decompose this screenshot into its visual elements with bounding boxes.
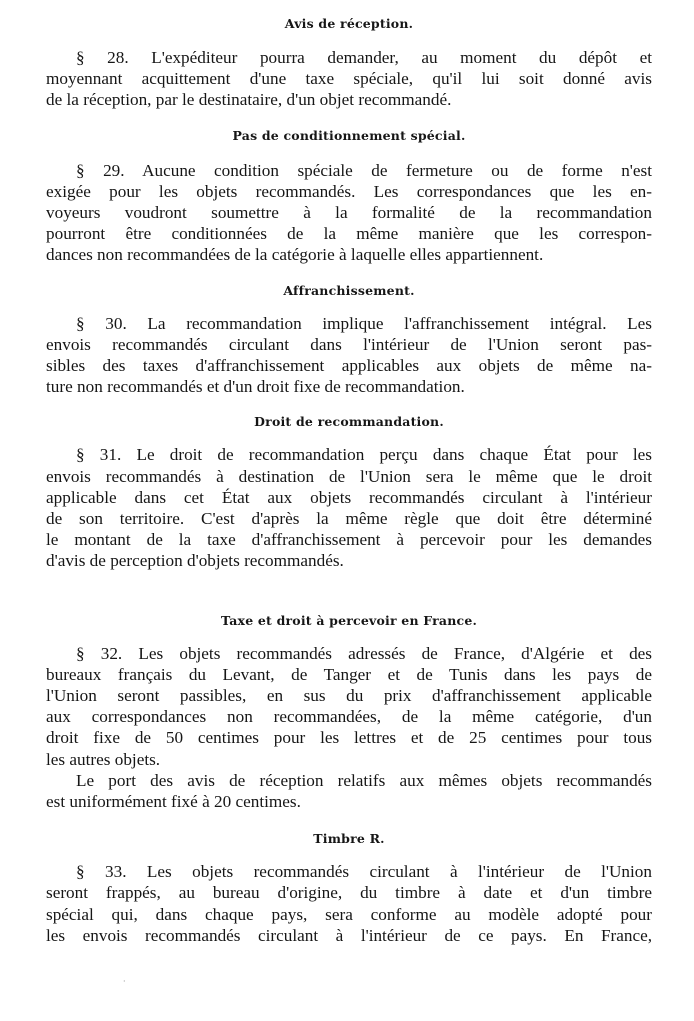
section-paragraph-30 (46, 313, 652, 398)
text-line: § 29. Aucune condition spéciale de fermeture ou de forme n'est (76, 160, 652, 180)
text-line: les autres objets. (46, 749, 161, 769)
text-line: l'Union seront passibles, en sus du prix d'affranchissement applicable (46, 686, 652, 706)
text-line: dances non recommandées de la catégorie à laquelle elles appartiennent. (46, 245, 544, 265)
text-line: voyeurs voudront soumettre à la formalité de la recommandation (46, 203, 652, 223)
text-line: § 28. L'expéditeur pourra demander, au moment du dépôt et (76, 48, 652, 67)
text-line: spécial qui, dans chaque pays, sera conforme au modèle adopté pour (46, 904, 652, 924)
text-line: envois recommandés à destination de l'Union sera le même que le droit (46, 466, 652, 486)
text-line: Le port des avis de réception relatifs aux mêmes objets recommandés (76, 770, 652, 790)
section-paragraph-33 (46, 861, 652, 946)
text-line: § 31. Le droit de recommandation perçu dans chaque État pour les (76, 445, 652, 465)
text-line: de son territoire. C'est d'après la même règle que doit être déterminé (46, 509, 652, 529)
text-line: § 32. Les objets recommandés adressés de France, d'Algérie et des (76, 643, 652, 663)
section-paragraph-29 (46, 160, 652, 266)
text-line: seront frappés, au bureau d'origine, du timbre à date et d'un timbre (46, 883, 652, 903)
text-line: aux correspondances non recommandées, de la même catégorie, d'un (46, 707, 652, 727)
text-line: les envois recommandés circulant à l'intérieur de ce pays. En France, (46, 925, 652, 945)
text-line: de la réception, par le destinataire, d'un objet recommandé. (46, 90, 452, 110)
section-heading-28: Avis de réception. (284, 16, 414, 31)
section-heading-32: Taxe et droit à percevoir en France. (220, 612, 478, 628)
text-line: pourront être conditionnées de la même manière que les correspon- (46, 224, 652, 244)
document-page (46, 16, 652, 946)
text-line: applicable dans cet État aux objets recommandés circulant à l'intérieur (46, 487, 652, 507)
text-line: droit fixe de 50 centimes pour les lettres et de 25 centimes pour tous (46, 728, 652, 748)
section-heading-30: Affranchissement. (283, 282, 415, 298)
text-line: sibles des taxes d'affranchissement applicables aux objets de même na- (46, 356, 652, 376)
text-line: ture non recommandés et d'un droit fixe de recommandation. (46, 377, 465, 397)
text-line: exigée pour les objets recommandés. Les correspondances que les en- (46, 181, 652, 201)
text-line: bureaux français du Levant, de Tanger et de Tunis dans les pays de (46, 664, 652, 684)
text-line: envois recommandés circulant dans l'intérieur de l'Union seront pas- (46, 334, 652, 354)
section-paragraph-31 (46, 444, 652, 571)
section-heading-31: Droit de recommandation. (254, 414, 444, 430)
section-paragraph-28 (46, 47, 652, 111)
section-paragraph-32 (46, 643, 652, 770)
text-line: d'avis de perception d'objets recommandés. (46, 551, 344, 571)
section-heading-29: Pas de conditionnement spécial. (232, 127, 466, 143)
section-heading-33: Timbre R. (313, 831, 385, 847)
text-line: est uniformément fixé à 20 centimes. (46, 792, 301, 812)
text-line: le montant de la taxe d'affranchissement à percevoir pour les demandes (46, 530, 652, 550)
paper-speck: · (123, 977, 126, 986)
text-line: § 33. Les objets recommandés circulant à l'intérieur de l'Union (76, 862, 652, 882)
text-line: moyennant acquittement d'une taxe spéciale, qu'il lui soit donné avis (46, 69, 652, 89)
text-line: § 30. La recommandation implique l'affranchissement intégral. Les (76, 313, 652, 333)
section-paragraph-32-continued (46, 770, 652, 812)
